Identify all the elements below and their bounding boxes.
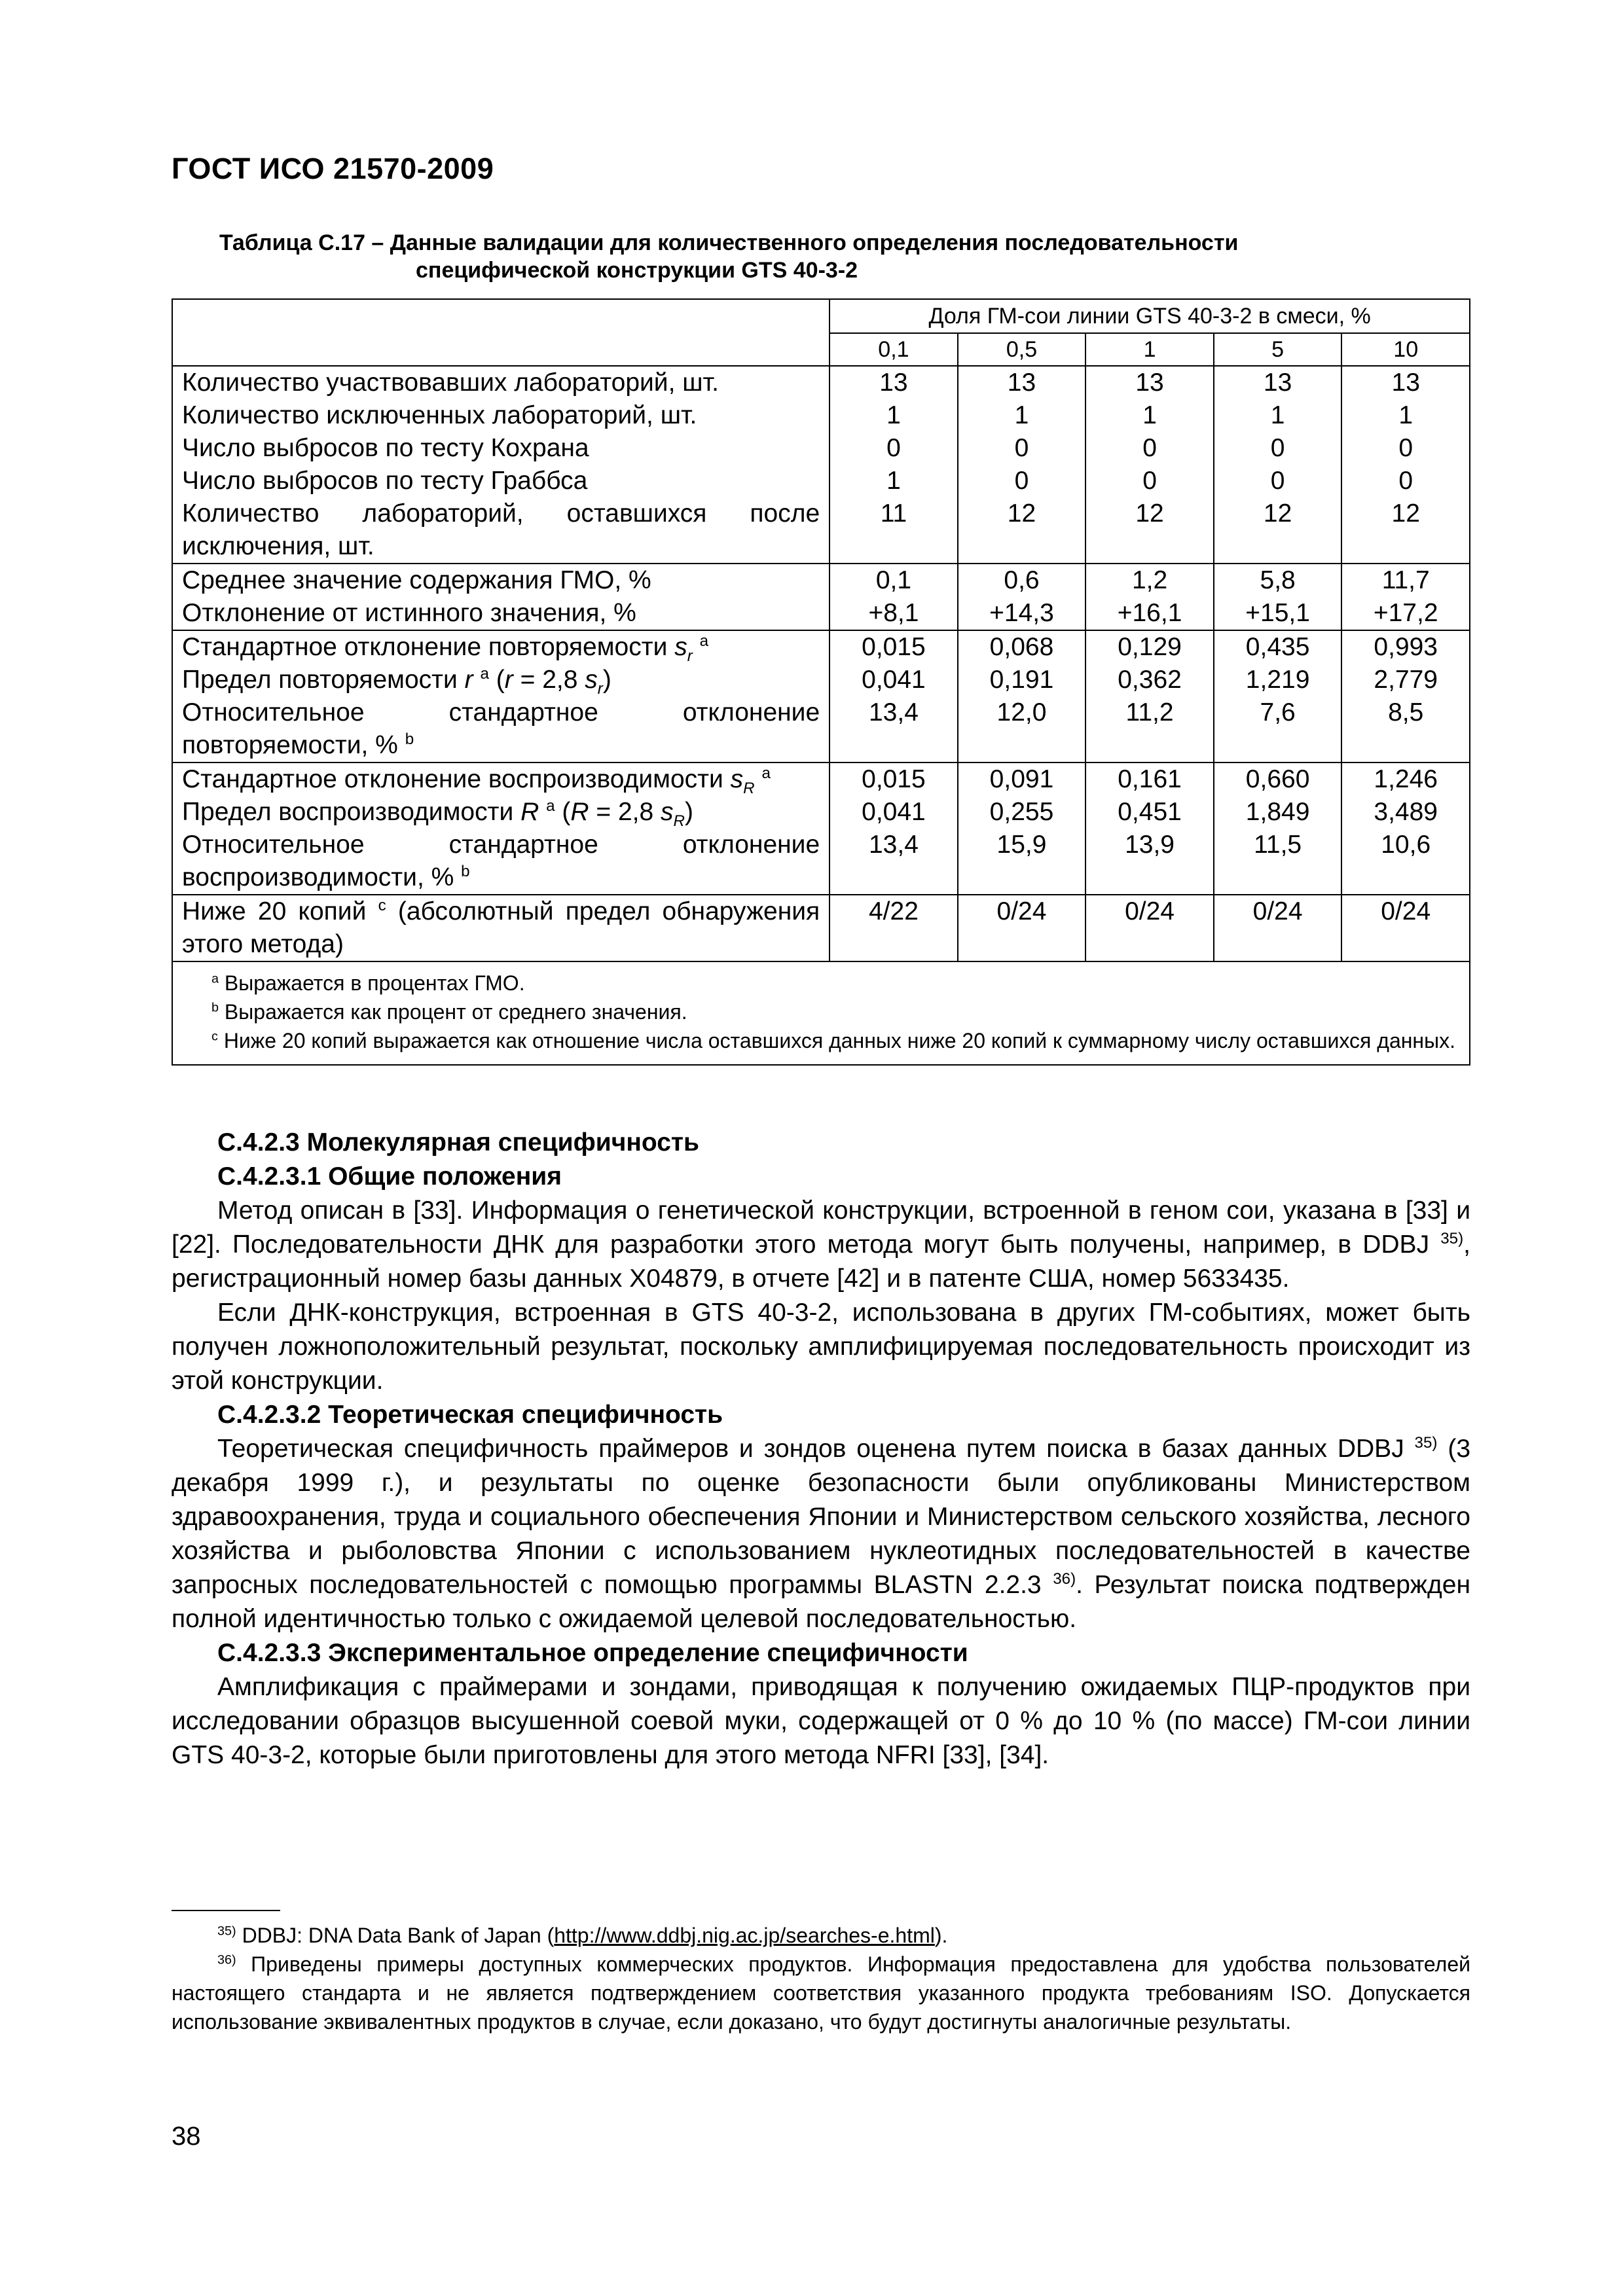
- cell-value: 11: [830, 497, 958, 564]
- cell-value: 0: [1214, 465, 1342, 497]
- table-note: $^a$ Выражается в процентах ГМО.: [211, 971, 525, 995]
- cell-value: 1,219: [1214, 664, 1342, 696]
- table-row: [172, 497, 1470, 564]
- paragraph: Метод описан в [33]. Информация о генетической конструкции, встроенной в геном сои, указана в [33] и [22]. Последовательности ДНК для разработки этого метода могут быть получены, например, в DDBJ $^{35)}$, регистрационный номер базы данных Х04879, в отчете [42] и в патенте США, номер 5633435.: [172, 1196, 1470, 1293]
- row-label: Число выбросов по тесту Кохрана: [172, 432, 830, 465]
- table-row: [172, 399, 1470, 432]
- ddbj-link[interactable]: http://www.ddbj.nig.ac.jp/searches-e.html: [554, 1924, 935, 1947]
- footnote-35: $^{35)}$ DDBJ: DNA Data Bank of Japan (http://www.ddbj.nig.ac.jp/searches-e.html).: [217, 1924, 948, 1947]
- row-label: Стандартное отклонение воспроизводимости $s_R$ $^a$: [172, 762, 830, 796]
- row-label: Стандартное отклонение повторяемости $s_r$ $^a$: [172, 630, 830, 664]
- cell-value: 0: [1214, 432, 1342, 465]
- cell-value: 1: [1085, 399, 1214, 432]
- table-row: [172, 432, 1470, 465]
- cell-value: 1,246: [1341, 762, 1470, 796]
- cell-value: 1: [1341, 399, 1470, 432]
- table-note: $^c$ Ниже 20 копий выражается как отношение числа оставшихся данных ниже 20 копий к суммарному числу оставшихся данных.: [211, 1029, 1455, 1052]
- row-label: Число выбросов по тесту Граббса: [172, 465, 830, 497]
- cell-value: 0: [830, 432, 958, 465]
- cell-value: 0/24: [1214, 895, 1342, 961]
- validation-data-table: [172, 298, 1470, 1066]
- cell-value: 8,5: [1341, 696, 1470, 762]
- cell-value: +15,1: [1214, 597, 1342, 630]
- paragraph: Амплификация с праймерами и зондами, приводящая к получению ожидаемых ПЦР-продуктов при исследовании образцов высушенной соевой муки, содержащей от 0 % до 10 % (по массе) ГМ-сои линии GTS 40-3-2, которые были приготовлены для этого метода NFRI [33], [34].: [172, 1673, 1470, 1769]
- column-header: 0,5: [958, 333, 1086, 366]
- cell-value: 0/24: [1085, 895, 1214, 961]
- cell-value: 2,779: [1341, 664, 1470, 696]
- table-notes-row: [172, 961, 1470, 1065]
- cell-value: 13,4: [830, 696, 958, 762]
- table-group-header: Доля ГМ-сои линии GTS 40-3-2 в смеси, %: [830, 299, 1470, 333]
- cell-value: 12: [958, 497, 1086, 564]
- cell-value: 12: [1341, 497, 1470, 564]
- cell-value: 12: [1214, 497, 1342, 564]
- cell-value: +8,1: [830, 597, 958, 630]
- row-label: Предел воспроизводимости R $^a$ (R = 2,8 $s_R$): [172, 796, 830, 829]
- cell-value: 1: [1214, 399, 1342, 432]
- table-row: [172, 762, 1470, 796]
- cell-value: 13: [1085, 366, 1214, 399]
- cell-value: 0,068: [958, 630, 1086, 664]
- cell-value: 1: [830, 399, 958, 432]
- cell-value: 0,1: [830, 564, 958, 597]
- table-row: [172, 597, 1470, 630]
- table-row: [172, 696, 1470, 762]
- row-label: Предел повторяемости r $^a$ (r = 2,8 $s_r$): [172, 664, 830, 696]
- row-label: Ниже 20 копий $^c$ (абсолютный предел обнаружения этого метода): [172, 895, 830, 961]
- row-label: Количество участвовавших лабораторий, шт.: [172, 366, 830, 399]
- column-header: 1: [1085, 333, 1214, 366]
- cell-value: +16,1: [1085, 597, 1214, 630]
- table-note: $^b$ Выражается как процент от среднего значения.: [211, 1000, 687, 1024]
- cell-value: 0/24: [1341, 895, 1470, 961]
- cell-value: 0,041: [830, 664, 958, 696]
- column-header: 10: [1341, 333, 1470, 366]
- section-title: С.4.2.3 Молекулярная специфичность: [217, 1128, 700, 1157]
- document-id-header: ГОСТ ИСО 21570-2009: [172, 152, 494, 185]
- table-row: [172, 630, 1470, 664]
- footnote-36: $^{36)}$ Приведены примеры доступных коммерческих продуктов. Информация предоставлена для удобства пользователей настоящего стандарта и не является подтверждением соответствия указанного продукта требованиям ISO. Допускается использование эквивалентных продуктов в случае, если доказано, что будут достигнуты аналогичные результаты.: [172, 1952, 1470, 2034]
- section-title: С.4.2.3.1 Общие положения: [217, 1162, 562, 1191]
- cell-value: 1,2: [1085, 564, 1214, 597]
- cell-value: 0: [1341, 465, 1470, 497]
- row-label: Среднее значение содержания ГМО, %: [172, 564, 830, 597]
- row-label: Количество лабораторий, оставшихся после исключения, шт.: [172, 497, 830, 564]
- cell-value: 13: [830, 366, 958, 399]
- cell-value: 0,091: [958, 762, 1086, 796]
- cell-value: 0: [1341, 432, 1470, 465]
- cell-value: 3,489: [1341, 796, 1470, 829]
- table-row: [172, 829, 1470, 895]
- cell-value: 0/24: [958, 895, 1086, 961]
- cell-value: +14,3: [958, 597, 1086, 630]
- cell-value: 5,8: [1214, 564, 1342, 597]
- table-caption: [219, 229, 1238, 284]
- cell-value: 0,435: [1214, 630, 1342, 664]
- cell-value: 0,191: [958, 664, 1086, 696]
- cell-value: 0,255: [958, 796, 1086, 829]
- cell-value: 11,5: [1214, 829, 1342, 895]
- cell-value: 4/22: [830, 895, 958, 961]
- cell-value: 1: [830, 465, 958, 497]
- cell-value: 1,849: [1214, 796, 1342, 829]
- table-row: [172, 796, 1470, 829]
- cell-value: 0,993: [1341, 630, 1470, 664]
- section-title: С.4.2.3.2 Теоретическая специфичность: [217, 1401, 723, 1429]
- cell-value: 0,161: [1085, 762, 1214, 796]
- cell-value: 0: [958, 465, 1086, 497]
- table-caption-line2: специфической конструкции GTS 40-3-2: [416, 258, 858, 283]
- cell-value: 12: [1085, 497, 1214, 564]
- cell-value: 13: [1341, 366, 1470, 399]
- section-title: С.4.2.3.3 Экспериментальное определение специфичности: [217, 1639, 968, 1667]
- cell-value: 13: [1214, 366, 1342, 399]
- cell-value: 13,4: [830, 829, 958, 895]
- cell-value: 11,7: [1341, 564, 1470, 597]
- table-row: [172, 564, 1470, 597]
- table-header-empty-cell: [172, 299, 830, 366]
- paragraph: Если ДНК-конструкция, встроенная в GTS 40-3-2, использована в других ГМ-событиях, может быть получен ложноположительный результат, поскольку амплифицируемая последовательность происходит из этой конструкции.: [172, 1299, 1470, 1395]
- table-caption-line1: Таблица С.17 – Данные валидации для количественного определения последовательности: [219, 230, 1239, 255]
- table-notes: [172, 961, 1470, 1065]
- table-row: [172, 366, 1470, 399]
- cell-value: 0,129: [1085, 630, 1214, 664]
- table-row: [172, 895, 1470, 961]
- cell-value: 0,362: [1085, 664, 1214, 696]
- cell-value: 0: [958, 432, 1086, 465]
- footnote-separator: [172, 1910, 280, 1911]
- cell-value: 1: [958, 399, 1086, 432]
- page-number: 38: [172, 2122, 201, 2151]
- cell-value: 13,9: [1085, 829, 1214, 895]
- cell-value: 13: [958, 366, 1086, 399]
- column-header: 0,1: [830, 333, 958, 366]
- cell-value: 11,2: [1085, 696, 1214, 762]
- table-header-group-row: [172, 299, 1470, 333]
- body-text: [172, 1126, 1470, 1772]
- cell-value: 0: [1085, 465, 1214, 497]
- paragraph: Теоретическая специфичность праймеров и зондов оценена путем поиска в базах данных DDBJ $^{35)}$ (3 декабря 1999 г.), и результаты по оценке безопасности были опубликованы Министерством здравоохранения, труда и социального обеспечения Японии и Министерством сельского хозяйства, лесного хозяйства и рыболовства Японии с использованием нуклеотидных последовательностей в качестве запросных последовательностей с помощью программы BLASTN 2.2.3 $^{36)}$. Результат поиска подтвержден полной идентичностью только с ожидаемой целевой последовательностью.: [172, 1434, 1471, 1633]
- cell-value: 0,015: [830, 762, 958, 796]
- cell-value: 15,9: [958, 829, 1086, 895]
- cell-value: 0,041: [830, 796, 958, 829]
- cell-value: 0,660: [1214, 762, 1342, 796]
- cell-value: 0,6: [958, 564, 1086, 597]
- cell-value: 12,0: [958, 696, 1086, 762]
- cell-value: 7,6: [1214, 696, 1342, 762]
- cell-value: 10,6: [1341, 829, 1470, 895]
- cell-value: 0,451: [1085, 796, 1214, 829]
- cell-value: +17,2: [1341, 597, 1470, 630]
- row-label: Отклонение от истинного значения, %: [172, 597, 830, 630]
- table-row: [172, 465, 1470, 497]
- cell-value: 0: [1085, 432, 1214, 465]
- row-label: Количество исключенных лабораторий, шт.: [172, 399, 830, 432]
- column-header: 5: [1214, 333, 1342, 366]
- cell-value: 0,015: [830, 630, 958, 664]
- row-label: Относительное стандартное отклонение воспроизводимости, % $^b$: [172, 829, 830, 895]
- footnotes: [172, 1921, 1470, 2036]
- table-row: [172, 664, 1470, 696]
- row-label: Относительное стандартное отклонение повторяемости, % $^b$: [172, 696, 830, 762]
